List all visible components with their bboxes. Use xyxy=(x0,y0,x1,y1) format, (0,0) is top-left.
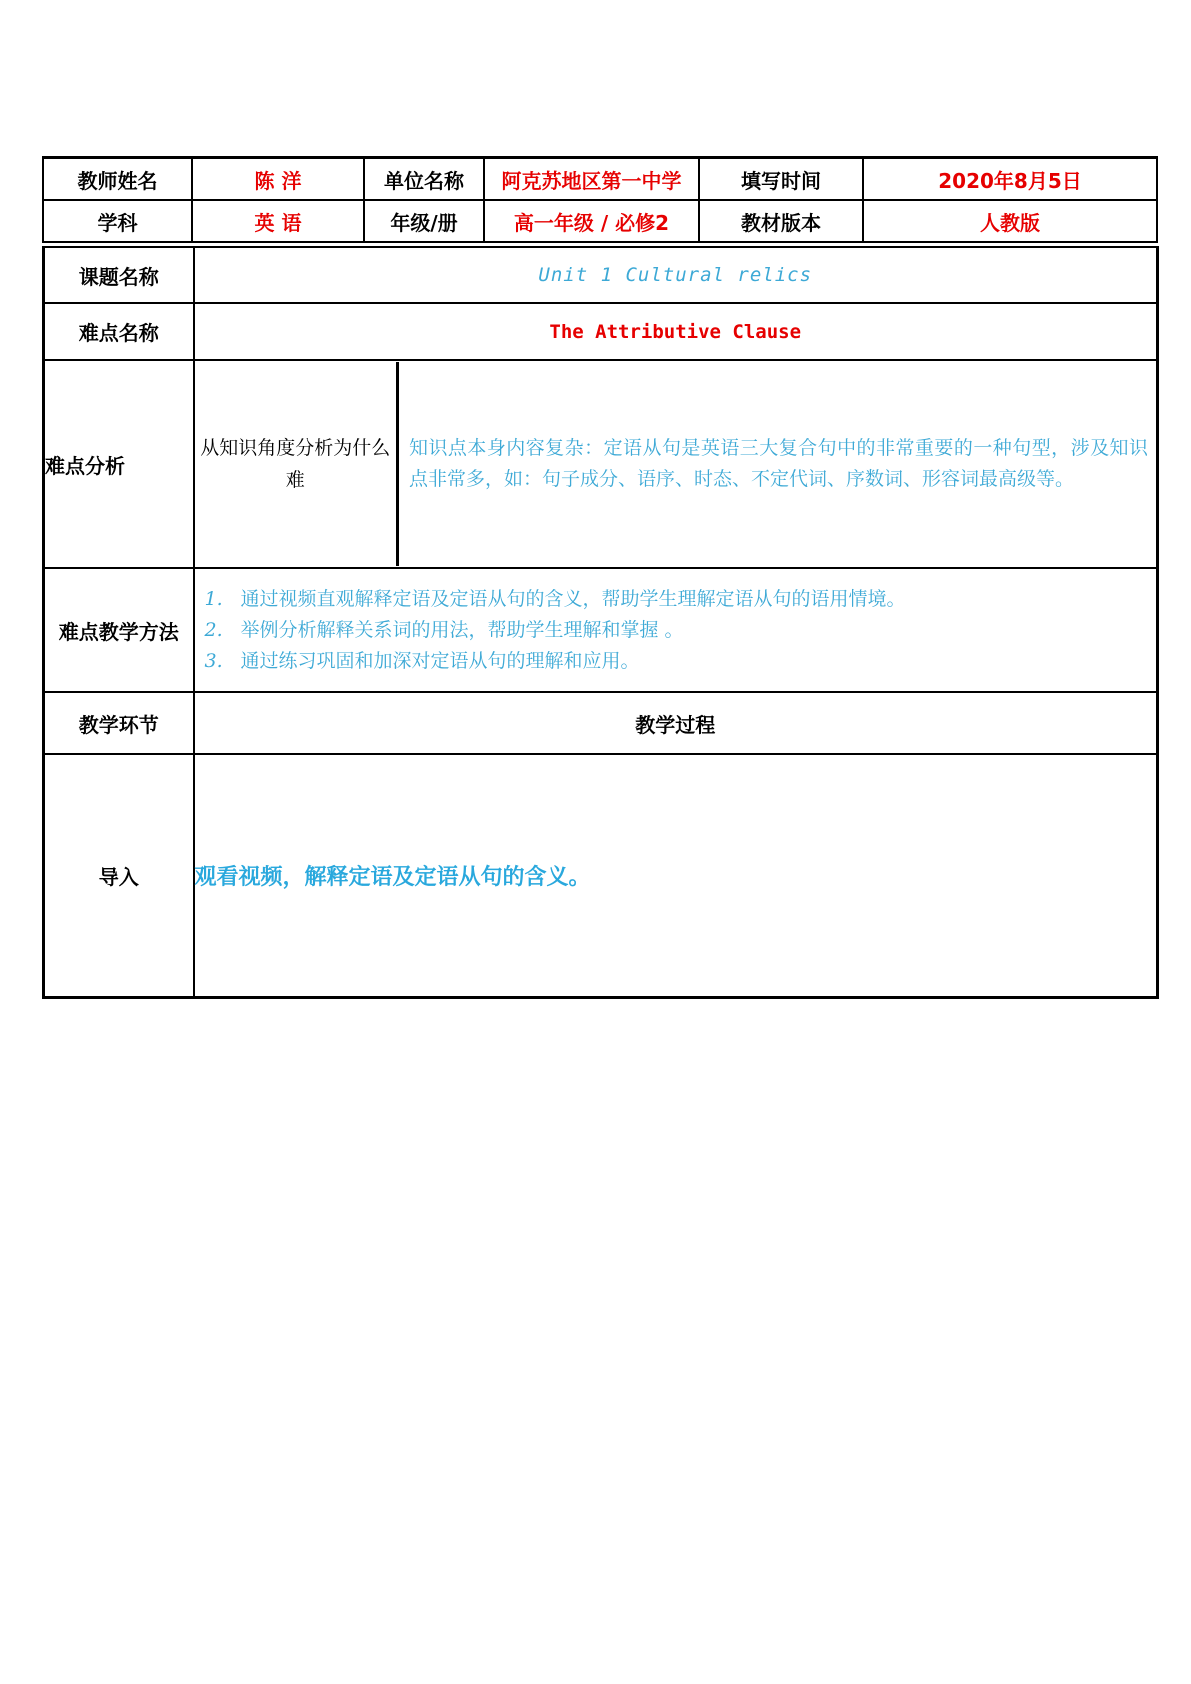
methods-row xyxy=(44,568,1158,692)
grade-value: 高一年级 / 必修2 xyxy=(484,200,699,242)
intro-row xyxy=(44,754,1158,997)
process-header-label: 教学过程 xyxy=(194,692,1158,754)
list-item xyxy=(205,615,1157,646)
topic-row xyxy=(44,247,1158,303)
methods-list xyxy=(195,578,1157,683)
topic-label: 课题名称 xyxy=(44,247,194,303)
stage-header-label: 教学环节 xyxy=(44,692,194,754)
difficulty-value: The Attributive Clause xyxy=(194,303,1158,360)
list-number: 2. xyxy=(204,618,223,641)
analysis-label: 难点分析 xyxy=(44,360,194,568)
edition-value: 人教版 xyxy=(863,200,1157,242)
intro-text: 观看视频，解释定语及定语从句的含义。 xyxy=(194,754,1158,997)
list-text: 通过练习巩固和加深对定语从句的理解和应用。 xyxy=(240,649,640,672)
analysis-text: 知识点本身内容复杂：定语从句是英语三大复合句中的非常重要的一种句型，涉及知识点非常多，如：句子成分、语序、时态、不定代词、序数词、形容词最高级等。 xyxy=(409,437,1148,490)
teacher-name-value: 陈 洋 xyxy=(192,158,364,201)
difficulty-row xyxy=(44,303,1158,360)
date-value: 2020年8月5日 xyxy=(863,158,1157,201)
analysis-row xyxy=(44,360,1158,568)
list-number: 1. xyxy=(204,587,223,610)
analysis-text-cell xyxy=(398,362,1157,566)
list-text: 通过视频直观解释定语及定语从句的含义，帮助学生理解定语从句的语用情境。 xyxy=(240,587,906,610)
topic-value: Unit 1 Cultural relics xyxy=(194,247,1158,303)
info-row-1 xyxy=(43,158,1157,201)
lesson-main-table xyxy=(42,246,1159,999)
methods-cell xyxy=(194,568,1158,692)
school-label: 单位名称 xyxy=(364,158,484,201)
methods-label: 难点教学方法 xyxy=(44,568,194,692)
difficulty-label: 难点名称 xyxy=(44,303,194,360)
info-header-table xyxy=(42,156,1158,243)
subject-value: 英 语 xyxy=(192,200,364,242)
intro-stage-label: 导入 xyxy=(44,754,194,997)
list-number: 3. xyxy=(204,649,223,672)
grade-label: 年级/册 xyxy=(364,200,484,242)
list-item xyxy=(205,584,1157,615)
analysis-inner-table xyxy=(195,362,1157,566)
subject-label: 学科 xyxy=(43,200,192,242)
list-item xyxy=(205,646,1157,677)
teacher-name-label: 教师姓名 xyxy=(43,158,192,201)
analysis-cell xyxy=(194,360,1158,568)
process-header-row xyxy=(44,692,1158,754)
edition-label: 教材版本 xyxy=(699,200,863,242)
info-row-2 xyxy=(43,200,1157,242)
list-text: 举例分析解释关系词的用法，帮助学生理解和掌握 。 xyxy=(240,618,684,641)
school-value: 阿克苏地区第一中学 xyxy=(484,158,699,201)
analysis-sub-label: 从知识角度分析为什么难 xyxy=(200,437,391,491)
date-label: 填写时间 xyxy=(699,158,863,201)
